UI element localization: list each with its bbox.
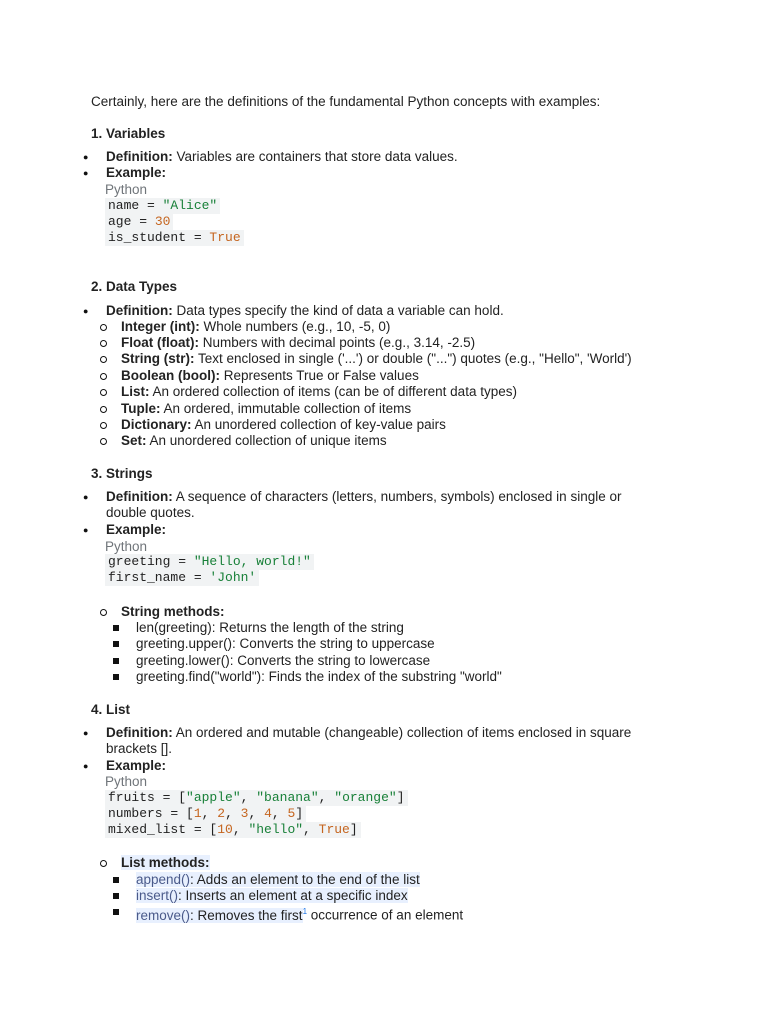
bullet-variables-example <box>106 165 166 181</box>
list-item: List: An ordered collection of items (can be of different data types) <box>121 384 517 399</box>
heading-strings: 3. Strings <box>91 466 153 481</box>
bullet-strings-definition: ● Definition: A sequence of characters (letters, numbers, symbols) enclosed in single or double quotes. <box>106 489 646 521</box>
list-item: len(greeting): Returns the length of the string <box>136 620 404 635</box>
code-line: name = "Alice" <box>105 198 220 214</box>
code-language-label: Python <box>105 774 148 789</box>
heading-data-types: 2. Data Types <box>91 279 178 294</box>
code-language-label: Python <box>105 539 148 554</box>
code-line: fruits = ["apple", "banana", "orange"] <box>105 790 408 806</box>
list-item: greeting.find("world"): Finds the index of the substring "world" <box>136 669 502 684</box>
citation-marker[interactable]: 1 <box>302 907 308 916</box>
string-methods-heading: String methods: <box>121 604 225 619</box>
list-item: Set: An unordered collection of unique items <box>121 433 387 448</box>
bullet-strings-example: ● Example: <box>106 522 166 538</box>
bullet-list-definition: ● Definition: An ordered and mutable (changeable) collection of items enclosed in square brackets []. <box>106 725 646 757</box>
heading-list: 4. List <box>91 702 131 717</box>
bullet-list-example: ● Example: <box>106 758 166 774</box>
list-item: remove(): Removes the first$^1$ occurrence of an element <box>136 904 463 924</box>
definition-label: Definition: <box>106 149 173 164</box>
definition-text: Variables are containers that store data values. <box>172 149 458 164</box>
list-item: Float (float): Numbers with decimal points (e.g., 3.14, -2.5) <box>121 335 476 350</box>
bullet-variables-definition <box>106 149 458 165</box>
list-methods-heading: List methods: <box>121 855 210 870</box>
intro-text: Certainly, here are the definitions of the fundamental Python concepts with examples: <box>91 94 601 109</box>
list-item: String (str): Text enclosed in single ('...') or double ("...") quotes (e.g., "Hello", 'World') <box>121 351 632 366</box>
code-line: greeting = "Hello, world!" <box>105 554 314 570</box>
list-item: Boolean (bool): Represents True or False values <box>121 368 419 383</box>
code-line: first_name = 'John' <box>105 570 259 586</box>
list-item: Tuple: An ordered, immutable collection of items <box>121 401 412 416</box>
list-item: append(): Adds an element to the end of the list <box>136 872 420 887</box>
code-line: is_student = True <box>105 230 244 246</box>
code-line: numbers = [1, 2, 3, 4, 5] <box>105 806 306 822</box>
example-label: Example: <box>106 165 167 180</box>
bullet-datatypes-definition: ● Definition: Data types specify the kind of data a variable can hold. <box>106 303 504 319</box>
list-item: Integer (int): Whole numbers (e.g., 10, -5, 0) <box>121 319 391 334</box>
list-item: greeting.upper(): Converts the string to uppercase <box>136 636 435 651</box>
list-item: insert(): Inserts an element at a specific index <box>136 888 408 903</box>
code-language-label: Python <box>105 182 148 197</box>
list-item: greeting.lower(): Converts the string to lowercase <box>136 653 431 668</box>
code-line: mixed_list = [10, "hello", True] <box>105 822 361 838</box>
heading-variables: 1. Variables <box>91 126 166 141</box>
list-item: Dictionary: An unordered collection of key-value pairs <box>121 417 446 432</box>
code-line: age = 30 <box>105 214 173 230</box>
